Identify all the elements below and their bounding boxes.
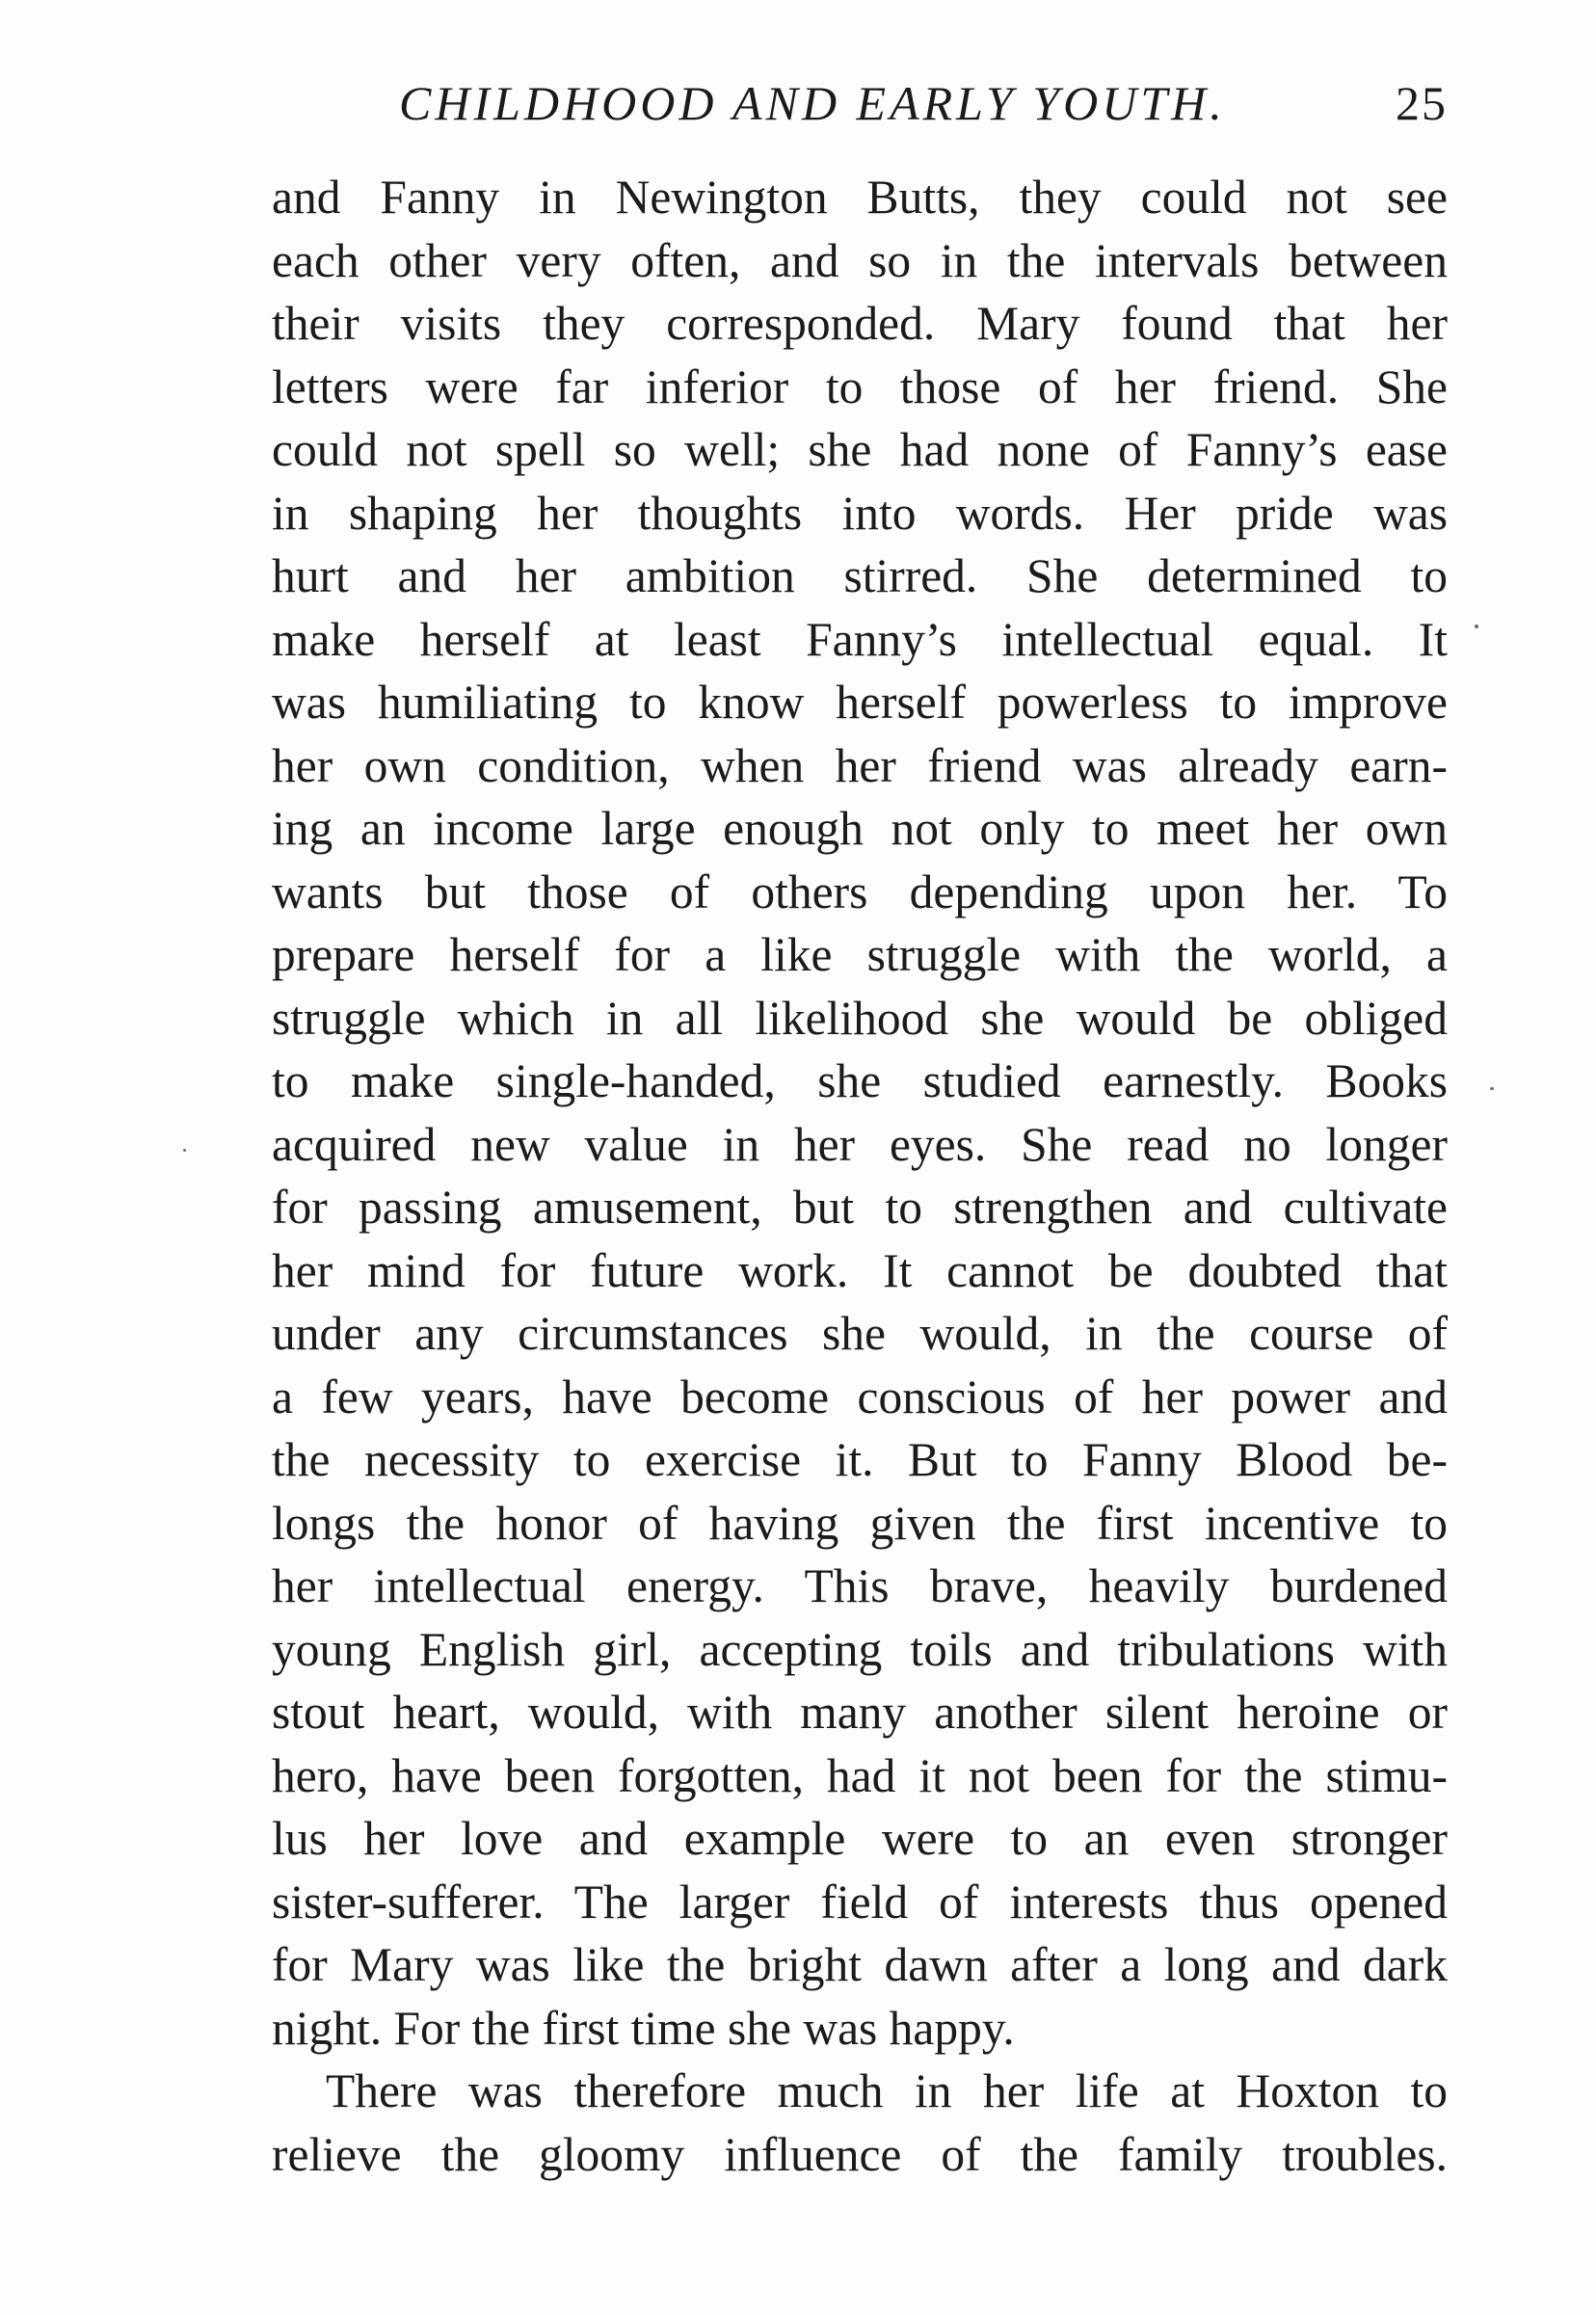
text-line: could not spell so well; she had none of Fanny’s ease: [272, 423, 1448, 476]
text-line: lus her love and example were to an even stronger: [272, 1812, 1448, 1865]
text-line: ing an income large enough not only to meet her own: [272, 802, 1448, 855]
text-line: stout heart, would, with many another silent heroine or: [272, 1686, 1448, 1739]
page-number: 25: [1396, 76, 1448, 130]
text-line: her mind for future work. It cannot be doubted that: [272, 1243, 1448, 1297]
text-line: relieve the gloomy influence of the family troubles.: [272, 2127, 1448, 2181]
text-line: longs the honor of having given the first incentive to: [272, 1496, 1448, 1550]
text-line: There was therefore much in her life at Hoxton to: [326, 2064, 1448, 2117]
text-line: young English girl, accepting toils and tribulations with: [272, 1622, 1448, 1676]
text-line: and Fanny in Newington Butts, they could not see: [272, 171, 1448, 224]
paragraph-1: [272, 166, 1448, 2060]
text-line: wants but those of others depending upon her. To: [272, 865, 1448, 918]
running-head: CHILDHOOD AND EARLY YOUTH.: [399, 76, 1226, 130]
text-line: each other very often, and so in the intervals between: [272, 233, 1448, 287]
text-line: for Mary was like the bright dawn after a long and dark: [272, 1938, 1448, 1991]
text-line: to make single-handed, she studied earnestly. Books: [272, 1054, 1448, 1107]
text-line: was humiliating to know herself powerless to improve: [272, 676, 1448, 729]
text-line: for passing amusement, but to strengthen and cultivate: [272, 1181, 1448, 1234]
print-speck: [183, 1149, 186, 1152]
text-line: struggle which in all likelihood she would be obliged: [272, 991, 1448, 1045]
print-speck: [1475, 625, 1478, 628]
text-line: make herself at least Fanny’s intellectual equal. It: [272, 612, 1448, 666]
page-header: [274, 69, 1448, 137]
text-line: under any circumstances she would, in the course of: [272, 1307, 1448, 1360]
text-line: sister-sufferer. The larger field of interests thus opened: [272, 1875, 1448, 1929]
text-line: hero, have been forgotten, had it not been for the stimu-: [272, 1748, 1448, 1802]
text-line: the necessity to exercise it. But to Fanny Blood be-: [272, 1433, 1448, 1486]
text-line: night. For the first time she was happy.: [272, 2001, 1015, 2055]
text-line: hurt and her ambition stirred. She determined to: [272, 549, 1448, 602]
text-line: letters were far inferior to those of her friend. She: [272, 359, 1448, 413]
text-line: acquired new value in her eyes. She read no longer: [272, 1117, 1448, 1171]
paragraph-2: [272, 2060, 1448, 2186]
text-line: their visits they corresponded. Mary found that her: [272, 297, 1448, 350]
text-line: her intellectual energy. This brave, heavily burdened: [272, 1559, 1448, 1612]
print-speck: [1490, 1087, 1494, 1090]
text-line: a few years, have become conscious of her power and: [272, 1370, 1448, 1424]
body-text: [272, 166, 1448, 2186]
text-line: in shaping her thoughts into words. Her pride was: [272, 486, 1448, 540]
text-line: her own condition, when her friend was already earn-: [272, 738, 1448, 792]
text-line: prepare herself for a like struggle with the world, a: [272, 928, 1448, 981]
